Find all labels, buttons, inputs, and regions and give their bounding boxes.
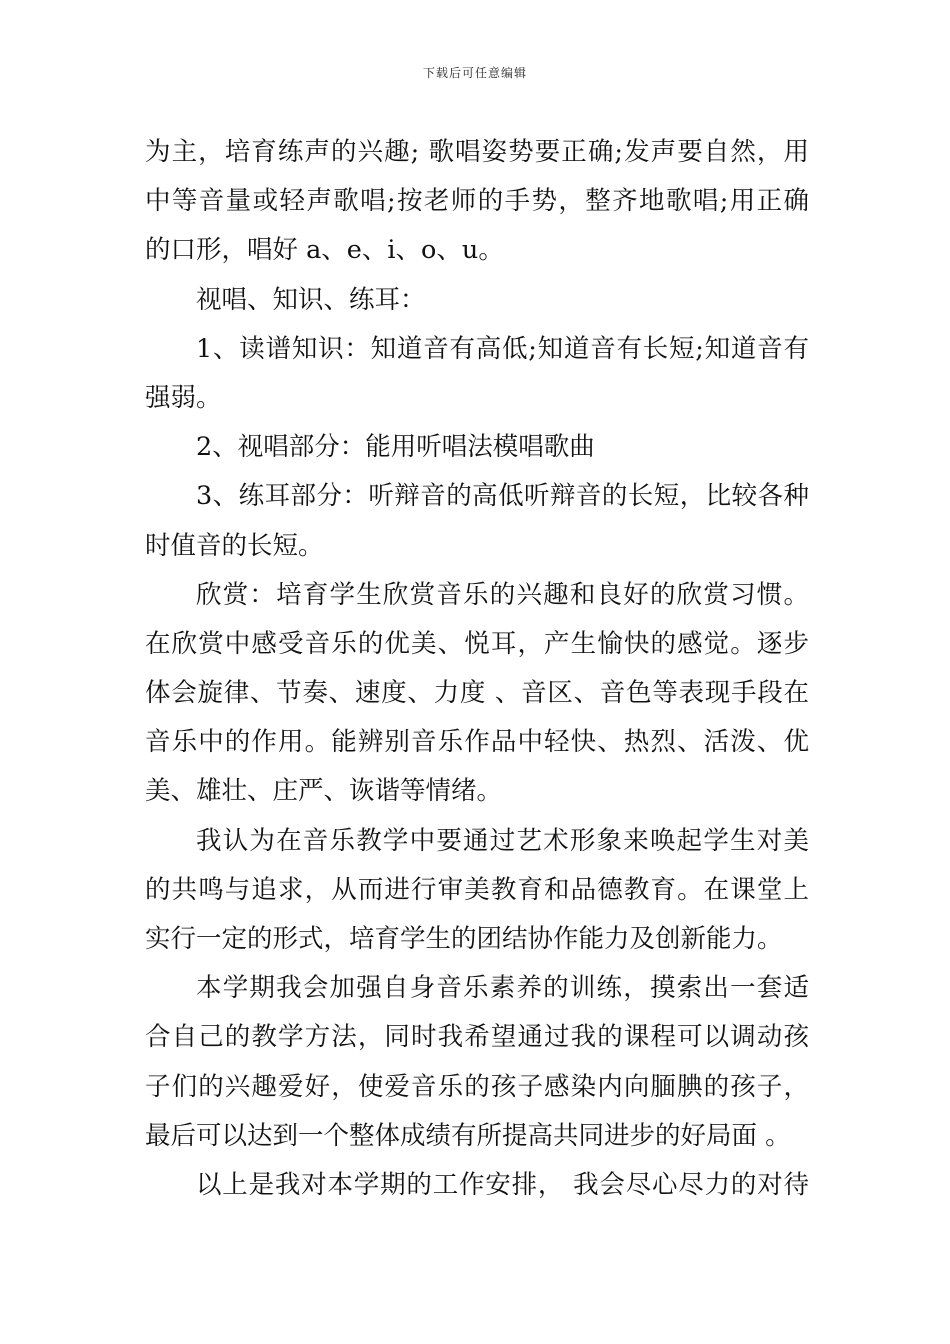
- text-line: 音乐中的作用。能辨别音乐作品中轻快、热烈、活泼、优: [145, 727, 809, 758]
- text-line: 美、雄壮、庄严、诙谐等情绪。: [145, 776, 503, 807]
- text-line: 欣赏：培育学生欣赏音乐的兴趣和良好的欣赏习惯。: [196, 579, 809, 610]
- text-line: 子们的兴趣爱好，使爱音乐的孩子感染内向腼腆的孩子，: [145, 1071, 809, 1102]
- text-line: 中等音量或轻声歌唱;按老师的手势，整齐地歌唱;用正确: [145, 186, 809, 217]
- page-header: 下载后可任意编辑: [422, 66, 527, 80]
- text-line: 我认为在音乐教学中要通过艺术形象来唤起学生对美: [196, 825, 809, 856]
- text-line: 体会旋律、节奏、速度、力度 、音区、音色等表现手段在: [145, 678, 809, 709]
- document-body: [145, 128, 809, 1210]
- text-line: 2、视唱部分：能用听唱法模唱歌曲: [196, 432, 595, 463]
- text-line: 以上是我对本学期的工作安排， 我会尽心尽力的对待: [196, 1169, 809, 1200]
- text-line: 强弱。: [145, 382, 222, 413]
- text-line: 最后可以达到一个整体成绩有所提高共同进步的好局面 。: [145, 1120, 791, 1151]
- text-line: 时值音的长短。: [145, 530, 324, 561]
- text-line: 在欣赏中感受音乐的优美、悦耳，产生愉快的感觉。逐步: [145, 628, 809, 659]
- text-line: 为主，培育练声的兴趣; 歌唱姿势要正确;发声要自然，用: [145, 137, 809, 167]
- text-line: 实行一定的形式，培育学生的团结协作能力及创新能力。: [145, 924, 783, 954]
- text-line: 视唱、知识、练耳：: [196, 284, 426, 315]
- text-line: 本学期我会加强自身音乐素养的训练，摸索出一套适: [196, 973, 809, 1004]
- text-line: 1、读谱知识：知道音有高低;知道音有长短;知道音有: [196, 333, 809, 364]
- text-line: 的口形，唱好 a、e、i、o、u。: [145, 235, 504, 266]
- text-line: 合自己的教学方法，同时我希望通过我的课程可以调动孩: [145, 1022, 809, 1053]
- text-line: 3、练耳部分：听辩音的高低听辩音的长短，比较各种: [196, 481, 809, 512]
- text-line: 的共鸣与追求，从而进行审美教育和品德教育。在课堂上: [145, 874, 809, 905]
